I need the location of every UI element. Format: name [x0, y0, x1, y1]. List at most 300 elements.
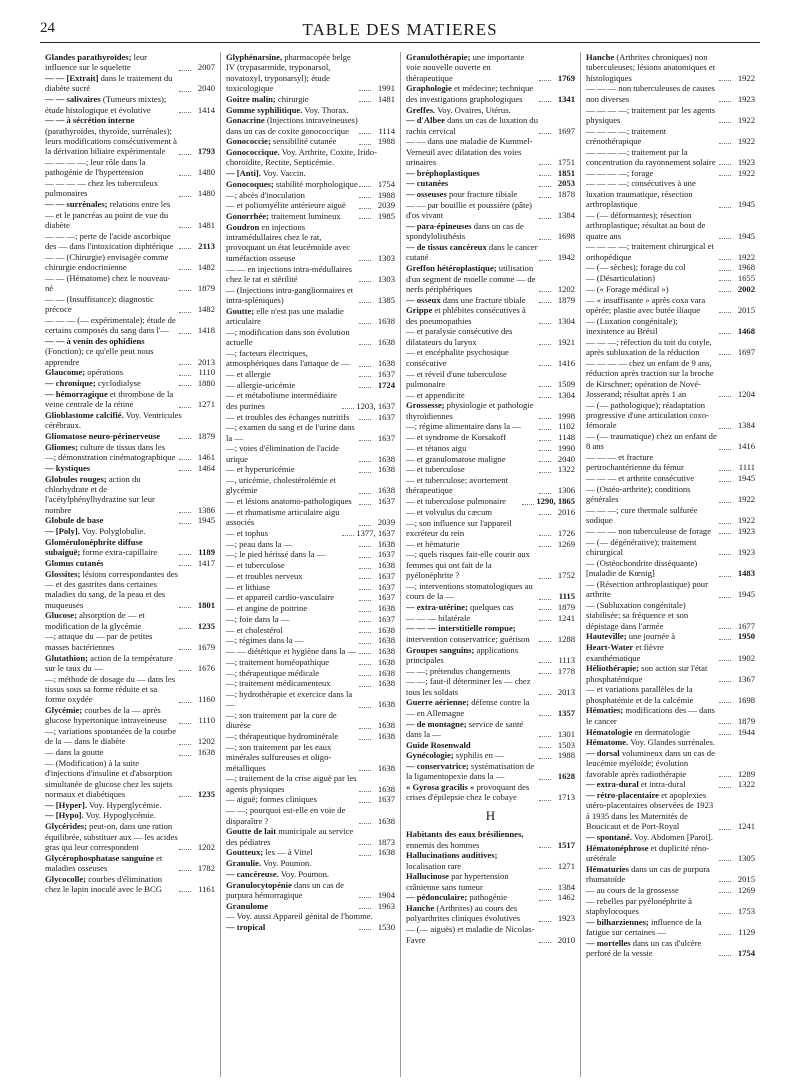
entry-text: [226, 571, 358, 581]
index-entry: [406, 454, 575, 464]
entry-description: — —; faut-il déterminer les — chez tous les soldats: [406, 676, 531, 697]
entry-text: [406, 892, 538, 902]
entry-description: absorption de — et modification de la glycémie: [45, 610, 145, 631]
entry-description: dans le cancer cutané: [406, 242, 538, 263]
page-reference: 1923: [737, 547, 755, 558]
entry-heading: Glycérophosphatase sanguine: [45, 852, 154, 863]
entry-text: [406, 740, 538, 750]
entry-text: [226, 901, 358, 911]
page-reference: 1113: [558, 654, 575, 665]
dot-leader: [359, 208, 371, 209]
page-reference: 1988: [377, 136, 395, 147]
dot-leader: [179, 70, 191, 71]
entry-heading: Greffes.: [406, 104, 436, 115]
entry-heading: Granulothérapie;: [406, 52, 471, 62]
dot-leader: [179, 91, 191, 92]
dot-leader: [179, 470, 191, 471]
page-reference: 1698: [557, 231, 575, 242]
page-reference: 1483: [737, 568, 755, 579]
dot-leader: [359, 908, 371, 909]
index-entry: [45, 442, 215, 463]
dot-leader: [539, 472, 551, 473]
page-reference: 1638: [377, 646, 395, 657]
entry-description: Voy. Hyperglycémie.: [87, 799, 162, 810]
index-entry: [406, 189, 575, 199]
page-reference: 1203, 1637: [356, 400, 395, 411]
dot-leader: [179, 333, 191, 334]
entry-heading: Glomérulonéphrite diffuse subaiguë;: [45, 536, 143, 558]
entry-description: — et lithiase: [226, 581, 270, 592]
index-entry: [586, 284, 755, 294]
index-entry: [406, 581, 575, 602]
entry-description: Voy. Hypoglycémie.: [83, 810, 156, 821]
entry-text: [406, 189, 538, 199]
entry-description: — (Ostéochondrite disséquante) [maladie de Kœnig]: [586, 557, 698, 579]
entry-description: — et cholestérol: [226, 624, 283, 635]
page-reference: 1751: [557, 157, 575, 167]
page-reference: 1530: [377, 922, 395, 933]
entry-text: [406, 390, 538, 400]
page-reference: 1418: [197, 325, 215, 336]
index-entry: [406, 52, 575, 83]
entry-heading: Groupes sanguins;: [406, 644, 475, 655]
entry-text: [226, 657, 358, 667]
dot-leader: [719, 481, 731, 482]
dot-leader: [359, 197, 371, 198]
entry-description: — (« Forage médical »): [586, 283, 669, 294]
page-reference: 1160: [198, 694, 215, 705]
dot-leader: [719, 723, 731, 724]
page-reference: 1269: [737, 884, 755, 895]
entry-text: [586, 579, 718, 600]
entry-heading: — chronique;: [45, 378, 96, 389]
index-entry: [586, 526, 755, 536]
index-entry: [226, 168, 395, 178]
dot-leader: [539, 186, 551, 187]
page-reference: 1385: [377, 294, 395, 305]
entry-description: Voy. Vaccin.: [260, 168, 306, 179]
entry-text: [45, 526, 215, 536]
entry-description: — —; prétendus changements: [406, 665, 511, 676]
index-entry: [45, 178, 215, 199]
dot-leader: [359, 728, 371, 729]
entry-text: [226, 200, 358, 210]
entry-text: [586, 147, 718, 168]
entry-text: [406, 581, 538, 602]
dot-leader: [539, 900, 551, 901]
entry-text: [586, 642, 718, 663]
entry-text: [406, 666, 538, 676]
entry-text: [406, 761, 538, 782]
entry-text: [586, 284, 718, 294]
entry-description: Voy. Arthrite, Coxite, Irido-choroïdite, Rectite, Septicémie.: [226, 147, 377, 168]
entry-description: — — — non tuberculeuse de forage: [586, 526, 712, 537]
entry-description: — au cours de la grossesse: [586, 884, 679, 895]
entry-heading: Glucose;: [45, 610, 77, 621]
entry-heading: — pédonculaire;: [406, 892, 468, 903]
entry-heading: — — à venin des ophidiens: [45, 335, 145, 346]
page-reference: 1462: [557, 892, 575, 903]
page-reference: 1115: [558, 591, 575, 602]
entry-description: —; peau dans la —: [226, 538, 293, 549]
page-reference: 1306: [557, 485, 575, 496]
entry-text: [226, 773, 358, 794]
index-entry: [586, 631, 755, 641]
index-entry: [586, 105, 755, 126]
page-reference: 1724: [377, 379, 395, 390]
dot-leader: [359, 101, 371, 102]
entry-heading: Hanche: [586, 52, 615, 62]
dot-leader: [359, 557, 371, 558]
index-entry: [586, 273, 755, 283]
page-reference: 1416: [737, 441, 755, 452]
dot-leader: [539, 440, 551, 441]
dot-leader: [539, 429, 551, 430]
entry-text: [45, 178, 178, 199]
index-entry: [45, 515, 215, 525]
entry-text: [406, 829, 538, 850]
dot-leader: [719, 207, 731, 208]
index-entry: [586, 642, 755, 663]
index-entry: [226, 443, 395, 464]
entry-description: elle n'est pas une maladie articulaire: [226, 305, 344, 327]
entry-description: — — (Hématome) chez le nouveau-né: [45, 272, 171, 294]
index-entry: [226, 549, 395, 559]
entry-description: —; modification dans son évolution actuelle: [226, 326, 350, 348]
dot-leader: [359, 621, 371, 622]
page-reference: 1638: [377, 699, 395, 710]
dot-leader: [359, 366, 371, 367]
page-reference: 1269: [557, 538, 575, 549]
entry-description: — et granulomatose maligne: [406, 453, 506, 464]
index-entry: [586, 241, 755, 262]
index-entry: [45, 674, 215, 705]
index-entry: [586, 832, 755, 842]
entry-description: — et tétanos aigu: [406, 442, 467, 453]
index-entry: [226, 380, 395, 390]
page-reference: 1202: [557, 283, 575, 294]
entry-text: [226, 412, 358, 422]
index-entry: [406, 871, 575, 892]
index-entry: [586, 452, 755, 473]
page-reference: 1303: [377, 273, 395, 284]
entry-description: — (— sèches); forage du col: [586, 262, 686, 273]
index-entry: [406, 83, 575, 104]
entry-description: — — —; perte de l'acide ascorbique des — dans l'intoxication diphtérique: [45, 230, 174, 251]
index-entry: [45, 336, 215, 367]
page-reference: 1289: [737, 768, 755, 779]
entry-heading: Gonorrhée;: [226, 211, 269, 222]
page-reference: 1304: [557, 315, 575, 326]
entry-description: (Tumeurs mixtes); étude histologique et évolutive: [45, 94, 167, 115]
entry-description: — (Ostéo-arthrite); conditions générales: [586, 483, 691, 505]
dot-leader: [719, 576, 731, 577]
entry-heading: Glutathion;: [45, 652, 88, 663]
index-entry: [406, 740, 575, 750]
entry-text: [586, 663, 718, 684]
entry-heading: — bilharziennes;: [586, 916, 649, 927]
index-entry: [406, 750, 575, 760]
dot-leader: [539, 218, 551, 219]
index-column-4: [580, 52, 760, 1077]
dot-leader: [179, 744, 191, 745]
index-entry: [406, 305, 575, 326]
index-entry: [586, 316, 755, 337]
dot-leader: [359, 472, 371, 473]
page-reference: 1904: [377, 889, 395, 900]
entry-text: [226, 179, 358, 189]
entry-heading: Granulome: [226, 900, 269, 911]
entry-text: [45, 463, 178, 473]
dot-leader: [359, 653, 371, 654]
page-reference: 1991: [377, 83, 395, 94]
page-reference: 1697: [557, 125, 575, 136]
entry-description: action du chlorhydrate et de l'acétylphénylhydrazine sur leur nombre: [45, 473, 155, 515]
index-entry: [406, 115, 575, 136]
entry-description: — dans la goutte: [45, 747, 104, 758]
dot-leader: [719, 639, 731, 640]
index-entry: [406, 263, 575, 294]
entry-description: —; régime alimentaire dans la —: [406, 421, 521, 432]
entry-text: [586, 484, 718, 505]
entry-description: physiologie et pathologie thyroïdiennes: [406, 400, 534, 421]
dot-leader: [719, 470, 731, 471]
entry-description: et maladies osseuses: [45, 852, 163, 873]
index-entry: [45, 389, 215, 410]
index-entry: [45, 558, 215, 568]
entry-description: — — — —; traitement chirurgical et orthopédique: [586, 241, 714, 262]
entry-text: [45, 874, 178, 895]
entry-description: — et appareil cardio-vasculaire: [226, 592, 335, 603]
entry-description: — « insuffisante » après coxa vara opérée; plastie avec butée iliaque: [586, 294, 706, 315]
index-entry: [406, 613, 575, 623]
dot-leader: [179, 112, 191, 113]
entry-description: —; thérapeutique hydrominérale: [226, 731, 339, 742]
entry-text: [586, 558, 718, 579]
entry-description: cyclodialyse: [95, 378, 141, 389]
entry-description: Voy. Polyglobulie.: [79, 526, 146, 537]
entry-heading: Hanche: [406, 903, 435, 914]
page-reference: 1793: [197, 146, 215, 157]
page-reference: 1637: [377, 581, 395, 592]
dot-leader: [359, 281, 371, 282]
entry-text: [226, 614, 358, 624]
page-reference: 1480: [197, 188, 215, 199]
entry-text: [45, 410, 215, 431]
index-entry: [586, 885, 755, 895]
page-header: [40, 20, 760, 43]
page-reference: 1241: [557, 612, 575, 623]
entry-description: — et réveil d'une tuberculose pulmonaire: [406, 368, 507, 389]
entry-text: [226, 52, 358, 93]
index-entry: [406, 645, 575, 666]
entry-heading: Héliothérapie;: [586, 663, 639, 674]
page-reference: 1921: [557, 336, 575, 347]
page-reference: 1754: [737, 948, 755, 959]
dot-leader: [539, 599, 551, 600]
entry-description: — et poliomyélite antérieure aiguë: [226, 200, 346, 211]
page-reference: 1726: [557, 528, 575, 539]
index-entry: [586, 896, 755, 917]
entry-text: [586, 52, 718, 83]
page-reference: 1638: [377, 485, 395, 496]
page-reference: 1769: [557, 72, 575, 83]
entry-description: service de santé dans la —: [406, 718, 524, 739]
dot-leader: [539, 418, 551, 419]
index-entry: [226, 264, 395, 285]
entry-heading: — osseuses: [406, 189, 447, 200]
page-reference: 1638: [377, 358, 395, 369]
index-entry: [226, 412, 395, 422]
page-reference: 1341: [557, 93, 575, 104]
entry-text: [226, 794, 358, 804]
entry-description: Voy. Abdomen [Paroi].: [631, 831, 713, 842]
entry-description: volumineux dans un cas de leucémie myéloïde; évolution favorable après radiothérapie: [586, 747, 715, 779]
entry-text: [406, 305, 538, 326]
page-reference: 1482: [197, 262, 215, 272]
dot-leader: [179, 512, 191, 513]
entry-text: [586, 505, 718, 526]
dot-leader: [539, 662, 551, 663]
entry-text: [406, 115, 538, 136]
entry-heading: Hématonéphrose: [586, 842, 649, 853]
entry-text: [226, 539, 358, 549]
page-reference: 1148: [558, 432, 575, 443]
page-reference: 1879: [737, 715, 755, 726]
index-entry: [226, 668, 395, 678]
entry-heading: — rétro-placentaire: [586, 790, 659, 801]
index-entry: [226, 507, 395, 528]
entry-description: dans un cas de luxation du rachis cervical: [406, 115, 539, 136]
entry-description: — et variations parallèles de la phosphatémie et de la calcémie: [586, 684, 694, 705]
entry-description: —; son traitement par la cure de diurèse: [226, 710, 337, 731]
dot-leader: [179, 407, 191, 408]
dot-leader: [539, 694, 551, 695]
entry-text: [45, 367, 178, 377]
dot-leader: [359, 791, 371, 792]
entry-description: — — — et arthrite consécutive: [586, 473, 695, 484]
index-entry: [406, 850, 575, 871]
dot-leader: [359, 770, 371, 771]
dot-leader: [539, 715, 551, 716]
page-reference: 1988: [377, 189, 395, 200]
entry-text: [406, 400, 538, 421]
entry-description: forme extra-capillaire: [80, 547, 158, 558]
entry-description: — — — —; traitement par la concentration du rayonnement solaire: [586, 146, 716, 167]
entry-heading: — [Anti].: [226, 168, 261, 179]
page-reference: 1235: [197, 620, 215, 631]
entry-text: [586, 864, 718, 885]
index-entry: [226, 179, 395, 189]
entry-description: pharmacopée belge IV (trypasarmide, tryponarsol, novatoxyl, tryponarsyl); étude toxicologique: [226, 52, 351, 94]
entry-text: [226, 880, 358, 901]
entry-text: [226, 211, 358, 221]
entry-description: — — — —; traitement par les agents physiques: [586, 104, 716, 125]
page-reference: 1698: [737, 694, 755, 705]
dot-leader: [719, 860, 731, 861]
entry-text: [45, 73, 178, 94]
entry-heading: Granulie.: [226, 858, 262, 869]
entry-text: [226, 731, 358, 741]
page-reference: 1204: [737, 388, 755, 399]
index-entry: [226, 348, 395, 369]
entry-heading: — [Hyper].: [45, 799, 88, 810]
page-reference: 1985: [377, 211, 395, 222]
index-entry: [586, 579, 755, 600]
entry-text: [226, 635, 358, 645]
entry-text: [226, 678, 358, 688]
index-entry: [226, 369, 395, 379]
entry-text: [226, 115, 358, 136]
index-entry: [226, 582, 395, 592]
entry-text: [45, 515, 178, 525]
page-reference: 1638: [377, 847, 395, 858]
entry-heading: Gliomatose neuro-périnerveuse: [45, 431, 161, 442]
dot-leader: [179, 227, 191, 228]
entry-heading: — [Hypo].: [45, 810, 84, 821]
page-reference: 1638: [377, 678, 395, 689]
dot-leader: [359, 493, 371, 494]
page-reference: 1367: [737, 673, 755, 684]
entry-text: [45, 199, 178, 230]
dot-leader: [179, 385, 191, 386]
page-reference: 1879: [197, 431, 215, 442]
entry-text: [226, 390, 341, 411]
dot-leader: [359, 504, 371, 505]
index-entry: [586, 337, 755, 358]
entry-heading: — [Poly].: [45, 526, 80, 537]
page-reference: 1384: [557, 210, 575, 221]
index-entry: [45, 747, 215, 757]
page-reference: 1879: [197, 283, 215, 294]
page-reference: 1923: [737, 157, 755, 167]
dot-leader: [539, 641, 551, 642]
entry-text: [406, 178, 538, 188]
index-entry: [406, 421, 575, 431]
entry-heading: Hématome.: [586, 737, 629, 748]
entry-text: [586, 273, 718, 283]
entry-heading: Glycérides;: [45, 821, 87, 832]
index-entry: [406, 390, 575, 400]
index-entry: [406, 518, 575, 539]
page-reference: 1990: [557, 442, 575, 453]
dot-leader: [179, 459, 191, 460]
entry-text: [586, 83, 718, 104]
index-entry: [406, 136, 575, 167]
entry-text: [406, 347, 538, 368]
entry-description: provoquant des crises d'épilepsie chez le cobaye: [406, 782, 530, 803]
entry-description: opérations: [85, 367, 124, 378]
entry-text: [586, 727, 718, 737]
entry-text: [226, 869, 395, 879]
dot-leader: [179, 891, 191, 892]
dot-leader: [719, 291, 731, 292]
index-entry: [226, 190, 395, 200]
section-letter: H: [485, 807, 496, 823]
entry-heading: Goutte;: [226, 305, 255, 316]
entry-heading: Glandes parathyroïdes;: [45, 52, 132, 62]
entry-description: — et angine de poitrine: [226, 603, 308, 614]
dot-leader: [719, 554, 731, 555]
entry-description: Voy. Glandes surrénales.: [628, 737, 715, 748]
entry-text: [406, 602, 538, 612]
page-reference: 1944: [737, 726, 755, 737]
entry-description: —; méthode de dosage du — dans les tissus sous sa forme réduite et sa forme oxydée: [45, 673, 176, 705]
entry-description: dans une fracture tibiale: [440, 294, 526, 305]
dot-leader: [539, 397, 551, 398]
entry-text: [586, 748, 718, 779]
page-reference: 1638: [377, 316, 395, 327]
